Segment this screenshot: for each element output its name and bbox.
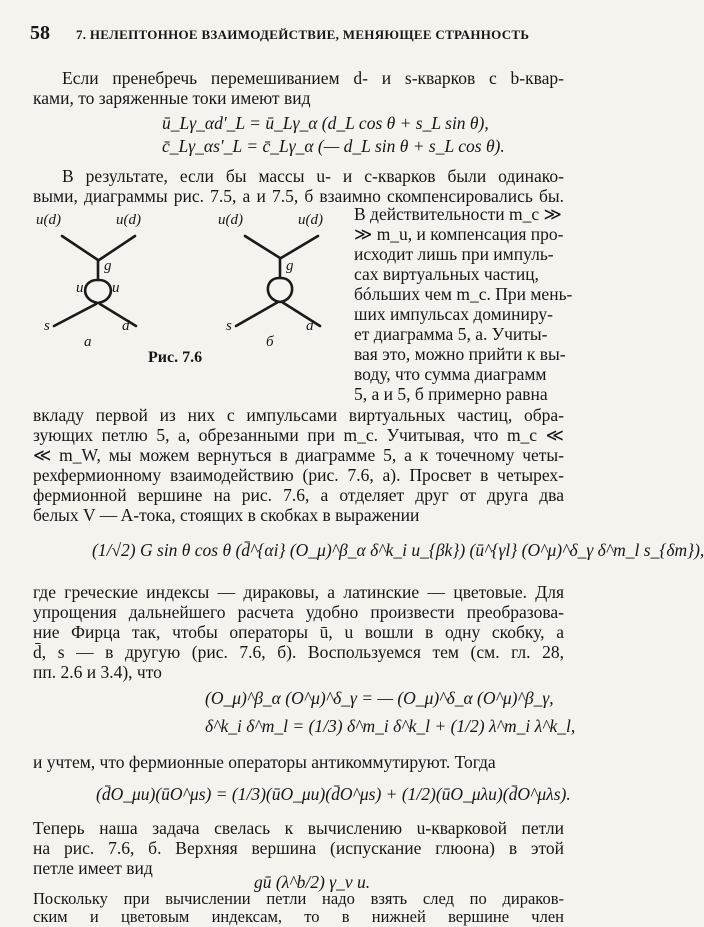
fig-b-bottom-left-line xyxy=(236,302,278,326)
side-line-6: ших импульсах доминиру- xyxy=(354,304,553,324)
fig-b-top-left-line xyxy=(245,236,280,258)
fig-a-bottom-left-label: s xyxy=(44,318,50,334)
fig-b-top-left-label: u(d) xyxy=(218,212,243,228)
fig-a-loop-left-label: u xyxy=(76,280,84,296)
fig-a-bottom-right-line xyxy=(100,304,136,326)
side-line-8: вая это, можно прийти к вы- xyxy=(354,344,566,364)
text-line-3: В результате, если бы массы u- и c-кварков были одинако- xyxy=(62,166,564,186)
text-line-18: на рис. 7.6, б. Верхняя вершина (испускание глюона) в этой xyxy=(33,838,564,858)
text-line-1: Если пренебречь перемешиванием d- и s-кварков с b-квар- xyxy=(62,68,564,88)
fig-a-top-left-line xyxy=(62,236,98,260)
side-line-7: ет диаграмма 5, а. Учиты- xyxy=(354,324,548,344)
side-line-3: исходит лишь при импуль- xyxy=(354,244,554,264)
fig-a-loop-right-label: u xyxy=(112,280,120,296)
side-line-1: В действительности m_c ≫ xyxy=(354,204,562,224)
figure-caption: Рис. 7.6 xyxy=(148,349,203,366)
fig-a-quark-loop xyxy=(85,280,111,303)
fig-b-top-right-label: u(d) xyxy=(298,212,323,228)
fig-b-bottom-left-label: s xyxy=(226,318,232,334)
fig-a-gluon-label: g xyxy=(104,258,112,274)
text-line-20: Поскольку при вычислении петли надо взять след по дираков- xyxy=(33,889,564,908)
equation-4: (O_μ)^β_α (O^μ)^δ_γ = — (O_μ)^δ_α (O^μ)^β_γ, xyxy=(205,688,554,708)
text-line-16: и учтем, что фермионные операторы антикоммутируют. Тогда xyxy=(33,752,496,772)
text-line-10: белых V — A-тока, стоящих в скобках в выражении xyxy=(33,505,420,525)
equation-1: ū_Lγ_αd′_L = ū_Lγ_α (d_L cos θ + s_L sin θ), xyxy=(162,113,489,133)
side-line-4: сах виртуальных частиц, xyxy=(354,264,539,284)
text-line-2: ками, то заряженные токи имеют вид xyxy=(33,88,311,108)
fig-a-top-left-label: u(d) xyxy=(36,212,61,228)
text-line-5: вкладу первой из них с импульсами виртуальных частиц, обра- xyxy=(33,405,564,425)
fig-a-panel-label: а xyxy=(84,334,92,350)
equation-6: (d̄O_μu)(ūO^μs) = (1/3)(ūO_μu)(d̄O^μs) + (1/2)(ūO_μλu)(d̄O^μλs). xyxy=(96,784,571,804)
fig-a-top-right-label: u(d) xyxy=(116,212,141,228)
text-line-21: ским и цветовым индексам, то в нижней вершине член xyxy=(33,907,564,926)
text-line-4: выми, диаграммы рис. 7.5, а и 7.5, б взаимно скомпенсировались бы. xyxy=(33,186,564,206)
text-line-15: пп. 2.6 и 3.4), что xyxy=(33,662,162,682)
page-number: 58 xyxy=(30,22,50,44)
fig-b-gluon-label: g xyxy=(286,258,294,274)
text-line-8: рехфермионному взаимодействию (рис. 7.6, а). Просвет в четырех- xyxy=(33,465,564,485)
text-line-14: d̄, s — в другую (рис. 7.6, б). Воспользуемся тем (см. гл. 28, xyxy=(33,642,564,662)
text-line-13: ние Фирца так, чтобы операторы ū, u вошли в одну скобку, а xyxy=(33,622,564,642)
fig-b-bottom-right-label: d xyxy=(306,318,314,334)
fig-a-bottom-right-label: d xyxy=(122,318,130,334)
side-line-10: 5, а и 5, б примерно равна xyxy=(354,384,548,404)
text-line-6: зующих петлю 5, а, обрезанными при m_c. Учитывая, что m_c ≪ xyxy=(33,425,564,445)
fig-a-bottom-left-line xyxy=(54,304,96,326)
text-line-11: где греческие индексы — дираковы, а латинские — цветовые. Для xyxy=(33,582,564,602)
side-line-2: ≫ m_u, и компенсация про- xyxy=(354,224,564,244)
equation-5: δ^k_i δ^m_l = (1/3) δ^m_i δ^k_l + (1/2) λ^m_i λ^k_l, xyxy=(205,716,576,736)
text-line-12: упрощения дальнейшего расчета удобно произвести преобразова- xyxy=(33,602,564,622)
equation-3: (1/√2) G sin θ cos θ (d̄^{αi} (O_μ)^β_α δ^k_i u_{βk}) (ū^{γl} (O^μ)^δ_γ δ^m_l s_{δm}), xyxy=(92,540,704,560)
side-line-5: бóльших чем m_c. При мень- xyxy=(354,284,573,304)
fig-b-top-right-line xyxy=(281,236,318,258)
text-line-19: петле имеет вид xyxy=(33,858,153,878)
fig-b-quark-loop xyxy=(268,278,292,302)
running-title: 7. НЕЛЕПТОННОЕ ВЗАИМОДЕЙСТВИЕ, МЕНЯЮЩЕЕ СТРАННОСТЬ xyxy=(76,27,530,42)
text-line-17: Теперь наша задача свелась к вычислению u-кварковой петли xyxy=(33,818,564,838)
figure-7-6 xyxy=(30,208,350,348)
equation-2: c̄_Lγ_αs′_L = c̄_Lγ_α (— d_L sin θ + s_L cos θ). xyxy=(162,136,505,156)
text-line-9: фермионной вершине на рис. 7.6, а отделяет друг от друга два xyxy=(33,485,564,505)
fig-b-bottom-right-line xyxy=(282,302,320,326)
fig-b-panel-label: б xyxy=(266,334,274,350)
text-line-7: ≪ m_W, мы можем вернуться в диаграмме 5, а к точечному четы- xyxy=(33,445,564,465)
side-line-9: воду, что сумма диаграмм xyxy=(354,364,547,384)
fig-a-top-right-line xyxy=(99,236,135,260)
equation-7: gū (λ^b/2) γ_ν u. xyxy=(254,872,371,892)
